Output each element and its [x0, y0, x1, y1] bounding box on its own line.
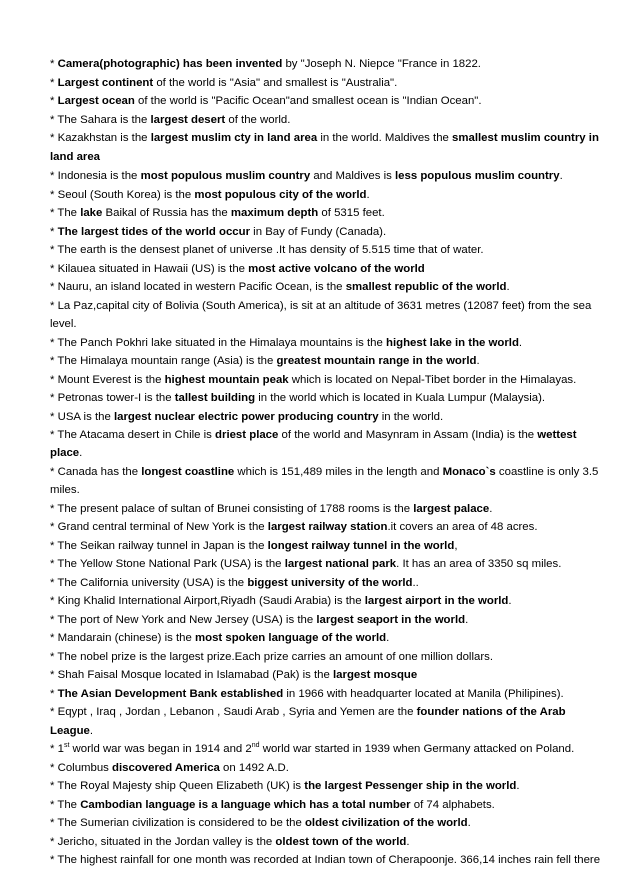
fact-item [50, 500, 608, 518]
fact-text: * Canada has the [50, 465, 142, 478]
fact-item [50, 685, 608, 703]
fact-text: . [465, 613, 469, 626]
fact-item [50, 223, 608, 241]
fact-item [50, 537, 608, 555]
fact-text: * Mount Everest is the [50, 373, 165, 386]
fact-bold-text: maximum depth [230, 207, 319, 220]
fact-text: . [467, 817, 471, 830]
fact-item [50, 851, 608, 869]
fact-item [50, 592, 608, 610]
fact-text: coastline is only 3.5 miles. [50, 465, 599, 497]
fact-text: and Maldives is [310, 170, 396, 183]
fact-item [50, 426, 608, 463]
fact-text: * [50, 687, 58, 700]
fact-text: * The Royal Majesty ship Queen Elizabeth (UK) is [50, 780, 305, 793]
fact-bold-text: greatest mountain range in the world [276, 355, 477, 367]
fact-bold-text: longest railway tunnel in the world [267, 539, 455, 552]
fact-text: . [386, 632, 390, 645]
fact-text: in the world which is located in Kuala Lumpur (Malaysia). [255, 392, 546, 404]
fact-superscript: nd [251, 742, 260, 750]
fact-bold-text: largest railway station [267, 521, 388, 534]
fact-item [50, 111, 608, 129]
fact-text: * The California university (USA) is the [50, 576, 248, 589]
fact-text: which is 151,489 miles in the length and [234, 465, 443, 478]
fact-text: . [476, 355, 480, 367]
fact-text: . [89, 724, 94, 737]
fact-text: * The Yellow Stone National Park (USA) is the [50, 558, 285, 571]
fact-text: of 5315 feet. [318, 207, 385, 220]
fact-text: * La Paz,capital city of Bolivia (South America), is sit at an altitude of 3631 metres (12087 feet) from the sea level. [50, 299, 592, 330]
fact-text: . [489, 502, 493, 515]
fact-text: . [366, 188, 370, 201]
fact-bold-text: oldest civilization of the world [304, 817, 468, 830]
fact-text: . [506, 281, 510, 294]
fact-item [50, 796, 608, 814]
fact-text: on 1492 A.D. [219, 761, 289, 774]
fact-item [50, 740, 608, 758]
fact-bold-text: founder nations of the Arab League [50, 706, 566, 737]
fact-text: * The port of New York and New Jersey (USA) is the [50, 613, 317, 626]
fact-item [50, 186, 608, 204]
fact-text: . [406, 835, 410, 848]
fact-text: * 1 [50, 743, 64, 756]
fact-text: * The Himalaya mountain range (Asia) is the [50, 355, 277, 367]
fact-text: * The Sumerian civilization is considered to be the [50, 817, 305, 830]
fact-text: . [508, 595, 512, 608]
fact-text: * Shah Faisal Mosque located in Islamabad (Pak) is the [50, 669, 334, 682]
fact-text: of the world. [225, 113, 291, 126]
fact-bold-text: less populous muslim country [395, 170, 560, 183]
fact-text: in 1966 with headquarter located at Manila (Philipines). [283, 687, 564, 700]
fact-text: . It has an area of 3350 sq miles. [396, 558, 562, 571]
fact-text: . [518, 336, 523, 349]
fact-item [50, 833, 608, 851]
fact-item [50, 777, 608, 795]
fact-bold-text: Cambodian language is a language which has a total number [80, 798, 411, 811]
fact-bold-text: highest mountain peak [164, 373, 289, 386]
fact-item [50, 611, 608, 629]
fact-bold-text: largest desert [150, 113, 226, 126]
fact-bold-text: the largest Pessenger ship in the world [304, 780, 517, 793]
fact-bold-text: oldest town of the world [275, 835, 407, 848]
fact-item [50, 260, 608, 278]
fact-text: * Mandarain (chinese) is the [50, 632, 195, 645]
fact-text: in the world. [378, 410, 444, 423]
fact-text: * Petronas tower-I is the [50, 392, 175, 404]
fact-text: of 74 alphabets. [410, 798, 495, 811]
fact-item [50, 463, 608, 500]
fact-bold-text: largest muslim cty in land area [150, 132, 318, 144]
fact-text: * Columbus [50, 761, 113, 774]
fact-bold-text: The Asian Development Bank established [57, 687, 284, 700]
fact-bold-text: largest mosque [333, 669, 418, 682]
fact-item [50, 241, 608, 259]
fact-text: by "Joseph N. Niepce "France in 1822. [282, 58, 481, 70]
fact-item [50, 92, 608, 110]
fact-item [50, 408, 608, 426]
fact-text: * Nauru, an island located in western Pacific Ocean, is the [50, 281, 346, 294]
fact-item [50, 167, 608, 185]
fact-text: * The Sahara is the [50, 113, 151, 126]
fact-text: * [50, 95, 58, 107]
fact-text: * [50, 58, 58, 70]
fact-item [50, 297, 608, 334]
fact-bold-text: Largest continent [57, 76, 154, 89]
fact-item [50, 55, 608, 73]
fact-text: Baikal of Russia has the [102, 207, 231, 220]
fact-item [50, 759, 608, 777]
fact-text: * Jericho, situated in the Jordan valley is the [50, 835, 276, 848]
fact-text: * Eqypt , Iraq , Jordan , Lebanon , Saudi Arab , Syria and Yemen are the [50, 706, 417, 719]
fact-text: * Kilauea situated in Hawaii (US) is the [50, 262, 249, 275]
fact-text: * The Panch Pokhri lake situated in the Himalaya mountains is the [50, 336, 386, 349]
fact-bold-text: largest palace [413, 502, 490, 515]
fact-text: * [50, 76, 58, 89]
fact-item [50, 648, 608, 666]
fact-text: * [50, 225, 58, 238]
fact-bold-text: most populous city of the world [194, 188, 367, 201]
fact-text: * The present palace of sultan of Brunei consisting of 1788 rooms is the [50, 502, 414, 515]
fact-item [50, 389, 608, 407]
fact-bold-text: smallest muslim country in land area [50, 132, 599, 163]
fact-text: * King Khalid International Airport,Riyadh (Saudi Arabia) is the [50, 595, 365, 608]
fact-item [50, 334, 608, 352]
fact-item [50, 574, 608, 592]
fact-item [50, 371, 608, 389]
fact-text: . [559, 170, 563, 183]
facts-list [50, 55, 608, 870]
fact-bold-text: wettest place [50, 429, 577, 460]
fact-bold-text: tallest building [174, 392, 256, 404]
fact-text: .it covers an area of 48 acres. [387, 521, 538, 534]
fact-text: . [79, 447, 83, 460]
fact-text: * USA is the [50, 410, 114, 423]
fact-text: * The highest rainfall for one month was recorded at Indian town of Cherapoonje. 366,14 inches rain fell there [50, 854, 601, 867]
fact-text: , [454, 539, 458, 552]
fact-item [50, 555, 608, 573]
fact-item [50, 204, 608, 222]
fact-text: * The [50, 207, 81, 220]
fact-bold-text: highest lake in the world [386, 336, 519, 349]
fact-text: * Grand central terminal of New York is the [50, 521, 268, 534]
fact-item [50, 666, 608, 684]
fact-bold-text: discovered America [112, 761, 220, 774]
fact-bold-text: largest national park [284, 558, 397, 571]
fact-item [50, 814, 608, 832]
fact-text: which is located on Nepal-Tibet border in the Himalayas. [288, 373, 577, 386]
fact-item [50, 629, 608, 647]
fact-bold-text: lake [80, 207, 103, 220]
fact-bold-text: biggest university of the world [247, 576, 413, 589]
fact-text: * The nobel prize is the largest prize.Each prize carries an amount of one million dollars. [50, 650, 493, 663]
fact-bold-text: smallest republic of the world [345, 281, 507, 294]
fact-text: * The earth is the densest planet of universe .It has density of 5.515 time that of water. [50, 244, 484, 257]
fact-text: * Seoul (South Korea) is the [50, 188, 195, 201]
fact-item [50, 352, 608, 370]
fact-text: * The Seikan railway tunnel in Japan is the [50, 539, 268, 552]
fact-text: world war started in 1939 when Germany attacked on Poland. [259, 743, 575, 756]
fact-text: .. [412, 576, 419, 589]
fact-text: in Bay of Fundy (Canada). [250, 225, 387, 238]
fact-superscript: st [63, 742, 70, 750]
fact-item [50, 278, 608, 296]
fact-bold-text: The largest tides of the world occur [57, 225, 251, 238]
fact-bold-text: longest coastline [141, 465, 235, 478]
fact-bold-text: largest seaport in the world [316, 613, 466, 626]
fact-text: in the world. Maldives the [317, 132, 453, 144]
fact-text: * Kazakhstan is the [50, 132, 151, 144]
fact-item [50, 518, 608, 536]
fact-text: of the world is "Pacific Ocean"and smallest ocean is "Indian Ocean". [134, 95, 482, 107]
fact-item [50, 129, 608, 167]
fact-item [50, 74, 608, 92]
fact-bold-text: most populous muslim country [140, 170, 311, 183]
fact-text: . [516, 780, 520, 793]
fact-bold-text: most active volcano of the world [248, 262, 425, 275]
fact-bold-text: largest airport in the world [364, 595, 509, 608]
fact-bold-text: Camera(photographic) has been invented [57, 58, 283, 70]
fact-text: * Indonesia is the [50, 170, 141, 183]
fact-bold-text: largest nuclear electric power producing country [113, 410, 379, 423]
fact-text: * The Atacama desert in Chile is [50, 429, 216, 441]
fact-bold-text: most spoken language of the world [195, 632, 387, 645]
fact-bold-text: Largest ocean [57, 95, 135, 107]
fact-bold-text: driest place [215, 429, 279, 441]
fact-item [50, 703, 608, 740]
fact-text: * The [50, 798, 81, 811]
fact-text: of the world and Masynram in Assam (India) is the [278, 429, 538, 441]
fact-bold-text: Monaco`s [442, 465, 496, 478]
fact-text: world war was began in 1914 and 2 [69, 743, 252, 756]
fact-text: of the world is "Asia" and smallest is "Australia". [153, 76, 398, 89]
